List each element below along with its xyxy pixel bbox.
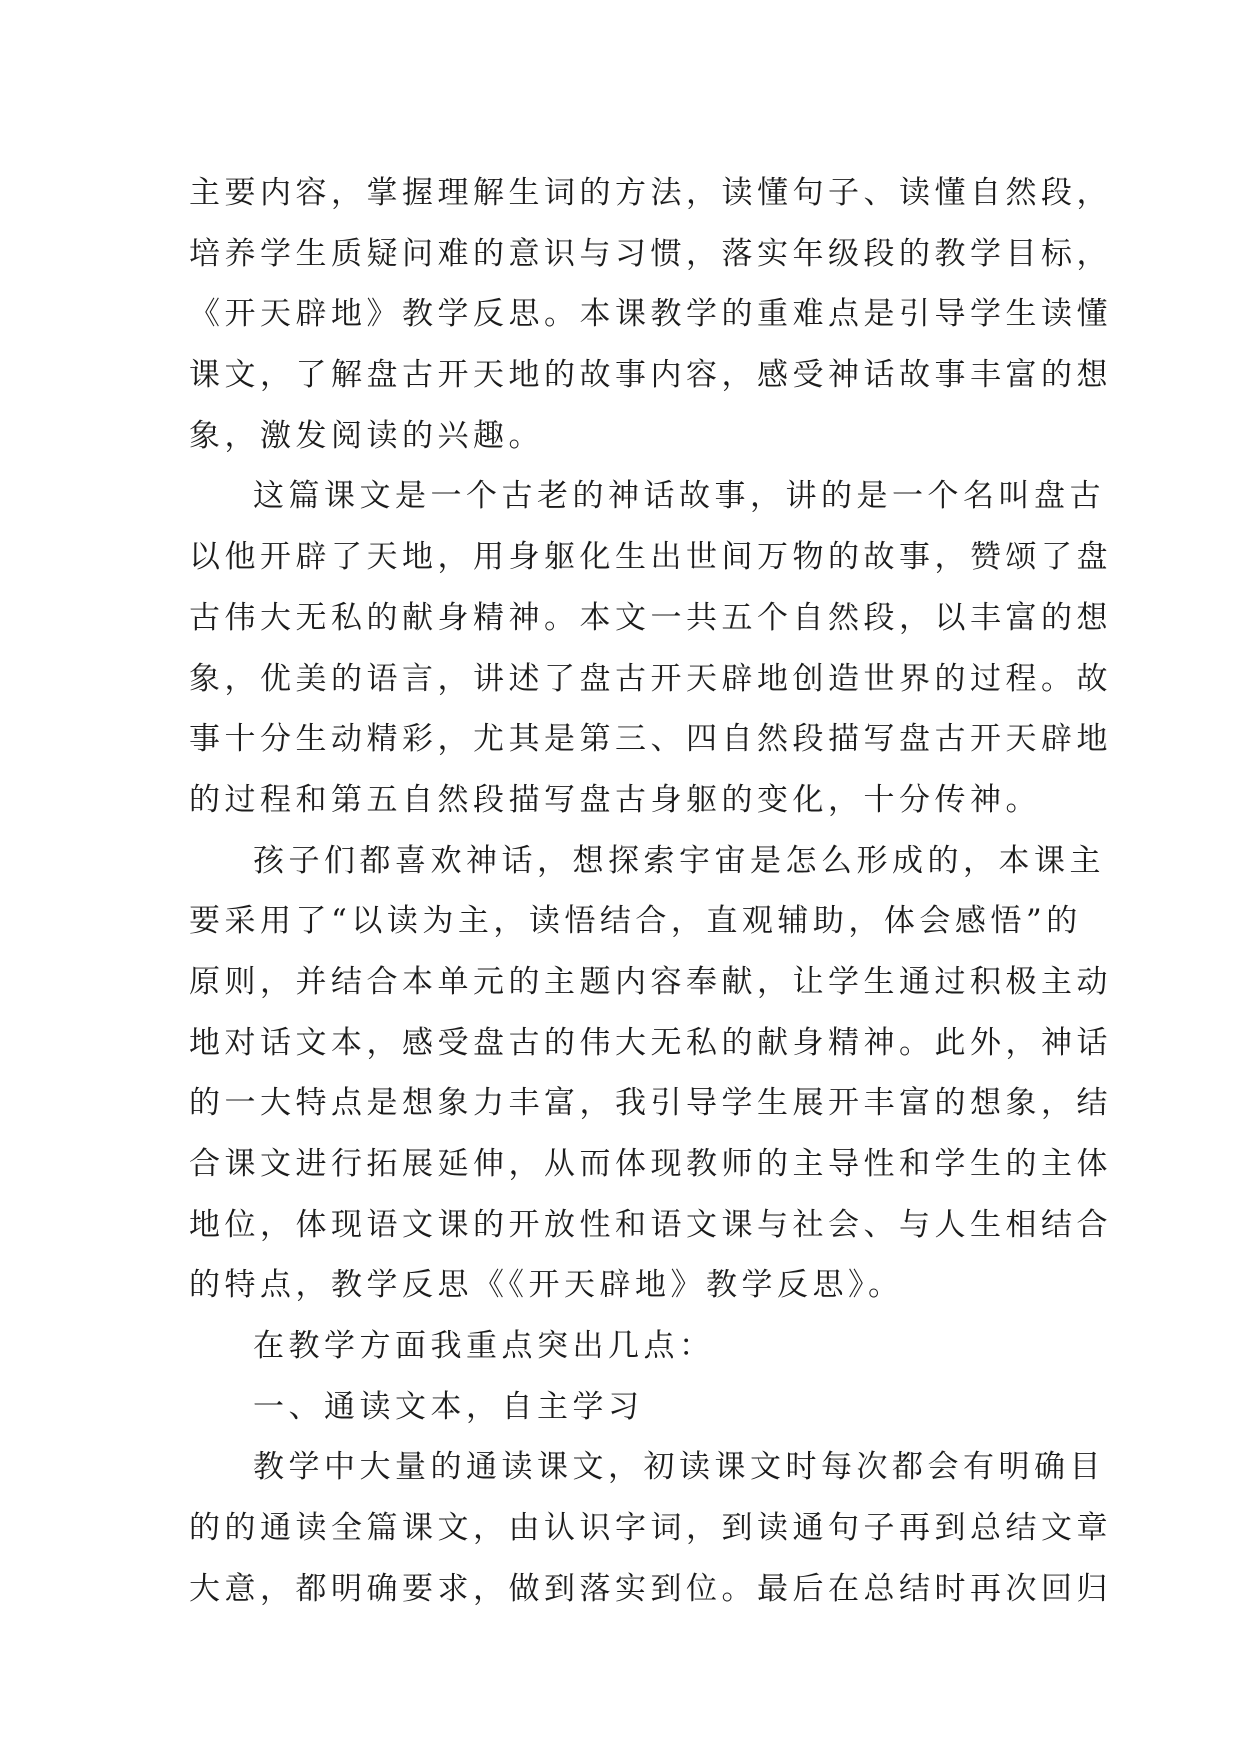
text-line: 地位，体现语文课的开放性和语文课与社会、与人生相结合: [189, 1206, 1112, 1243]
text-line: 的一大特点是想象力丰富，我引导学生展开丰富的想象，结: [189, 1085, 1112, 1122]
text-line: 原则，并结合本单元的主题内容奉献，让学生通过积极主动: [189, 963, 1112, 1000]
text-line: 这篇课文是一个古老的神话故事，讲的是一个名叫盘古: [253, 478, 1105, 515]
text-line: 课文，了解盘古开天地的故事内容，感受神话故事丰富的想: [189, 357, 1112, 394]
document-body: [189, 163, 1112, 1620]
text-line: 合课文进行拓展延伸，从而体现教师的主导性和学生的主体: [189, 1146, 1112, 1182]
text-line: 古伟大无私的献身精神。本文一共五个自然段，以丰富的想: [189, 599, 1112, 636]
text-line: 要采用了“以读为主，读悟结合，直观辅助，体会感悟”的: [189, 903, 1082, 940]
text-line: 象，优美的语言，讲述了盘古开天辟地创造世界的过程。故: [189, 660, 1112, 697]
text-line: 培养学生质疑问难的意识与习惯，落实年级段的教学目标，: [189, 235, 1112, 272]
text-line: 象，激发阅读的兴趣。: [189, 417, 544, 454]
text-line: 事十分生动精彩，尤其是第三、四自然段描写盘古开天辟地: [189, 721, 1112, 758]
text-line: 在教学方面我重点突出几点：: [253, 1328, 715, 1365]
text-line: 的的通读全篇课文，由认识字词，到读通句子再到总结文章: [189, 1510, 1112, 1547]
text-line: 教学中大量的通读课文，初读课文时每次都会有明确目: [253, 1449, 1105, 1486]
text-line: 大意，都明确要求，做到落实到位。最后在总结时再次回归: [189, 1570, 1112, 1607]
text-line: 孩子们都喜欢神话，想探索宇宙是怎么形成的，本课主: [253, 842, 1105, 879]
text-line: 的过程和第五自然段描写盘古身躯的变化，十分传神。: [189, 781, 1041, 818]
text-line: 以他开辟了天地，用身躯化生出世间万物的故事，赞颂了盘: [189, 539, 1112, 576]
text-line: 的特点，教学反思《《开天辟地》教学反思》。: [189, 1267, 904, 1304]
text-line: 《开天辟地》教学反思。本课教学的重难点是引导学生读懂: [189, 296, 1112, 333]
text-line: 主要内容，掌握理解生词的方法，读懂句子、读懂自然段，: [189, 175, 1112, 211]
text-line: 地对话文本，感受盘古的伟大无私的献身精神。此外，神话: [189, 1024, 1112, 1061]
text-line: 一、通读文本，自主学习: [253, 1388, 644, 1425]
